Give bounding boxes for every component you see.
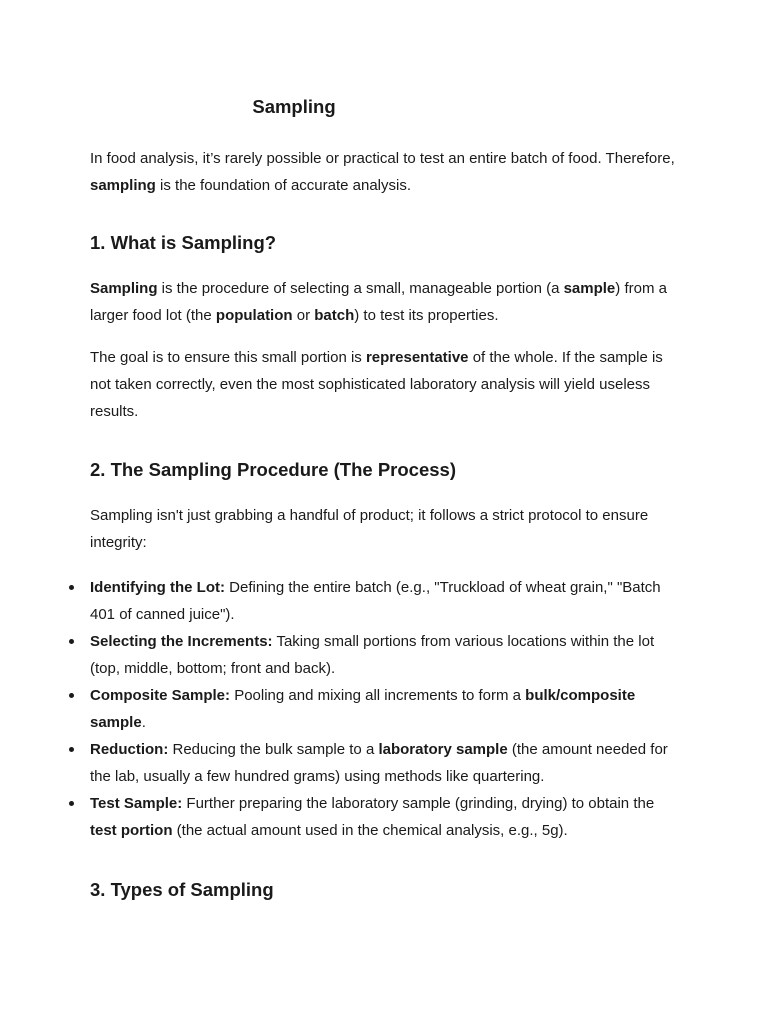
procedure-list <box>90 574 680 844</box>
item-label: Composite Sample: <box>90 687 231 704</box>
section1-heading: 1. What is Sampling? <box>90 232 277 253</box>
intro-text-1: In food analysis, it’s rarely possible or practical to test an entire batch of food. Therefore, <box>90 150 675 167</box>
item-text: . <box>141 714 146 731</box>
list-item <box>90 790 680 844</box>
item-text: Further preparing the laboratory sample (grinding, drying) to obtain the <box>182 795 655 812</box>
item-text: Taking small portions from various locations within the lot (top, middle, bottom; front and back). <box>90 633 655 677</box>
intro-paragraph <box>90 145 680 199</box>
bold-laboratory-sample: laboratory sample <box>378 741 508 758</box>
text: is the procedure of selecting a small, manageable portion (a <box>157 280 564 297</box>
document-title: Sampling <box>252 96 336 117</box>
item-text: Reducing the bulk sample to a <box>168 741 379 758</box>
item-text: (the actual amount used in the chemical analysis, e.g., 5g). <box>172 822 568 839</box>
bold-population: population <box>215 307 293 324</box>
item-text: Defining the entire batch (e.g., "Truckload of wheat grain," "Batch 401 of canned juice"). <box>90 579 661 623</box>
item-label: Identifying the Lot: <box>90 579 225 596</box>
text: ) to test its properties. <box>354 307 499 324</box>
item-label: Reduction: <box>90 741 169 758</box>
section2-heading: 2. The Sampling Procedure (The Process) <box>90 459 456 480</box>
section1-paragraph-1 <box>90 275 680 329</box>
bold-bulk-composite-sample: bulk/composite sample <box>90 687 636 731</box>
item-label: Test Sample: <box>90 795 183 812</box>
section3-heading: 3. Types of Sampling <box>90 879 274 900</box>
bold-sampling: Sampling <box>90 280 158 297</box>
text: ) from a larger food lot (the <box>90 280 667 324</box>
bold-test-portion: test portion <box>90 822 173 839</box>
list-item <box>90 736 680 790</box>
intro-text-2: is the foundation of accurate analysis. <box>155 177 412 194</box>
item-label: Selecting the Increments: <box>90 633 273 650</box>
bold-sample: sample <box>563 280 616 297</box>
list-item <box>90 628 680 682</box>
section1-paragraph-2 <box>90 344 680 425</box>
item-text: (the amount needed for the lab, usually a few hundred grams) using methods like quartering. <box>90 741 668 785</box>
text: of the whole. If the sample is not taken correctly, even the most sophisticated laboratory analysis will yield useless results. <box>90 349 663 420</box>
bold-batch: batch <box>314 307 355 324</box>
list-item <box>90 682 680 736</box>
item-text: Pooling and mixing all increments to form a <box>230 687 526 704</box>
list-item <box>90 574 680 628</box>
bold-representative: representative <box>365 349 469 366</box>
text: or <box>292 307 315 324</box>
intro-bold-sampling: sampling <box>90 177 156 194</box>
text: The goal is to ensure this small portion is <box>90 349 366 366</box>
section2-intro: Sampling isn't just grabbing a handful of product; it follows a strict protocol to ensure integrity: <box>90 507 649 551</box>
